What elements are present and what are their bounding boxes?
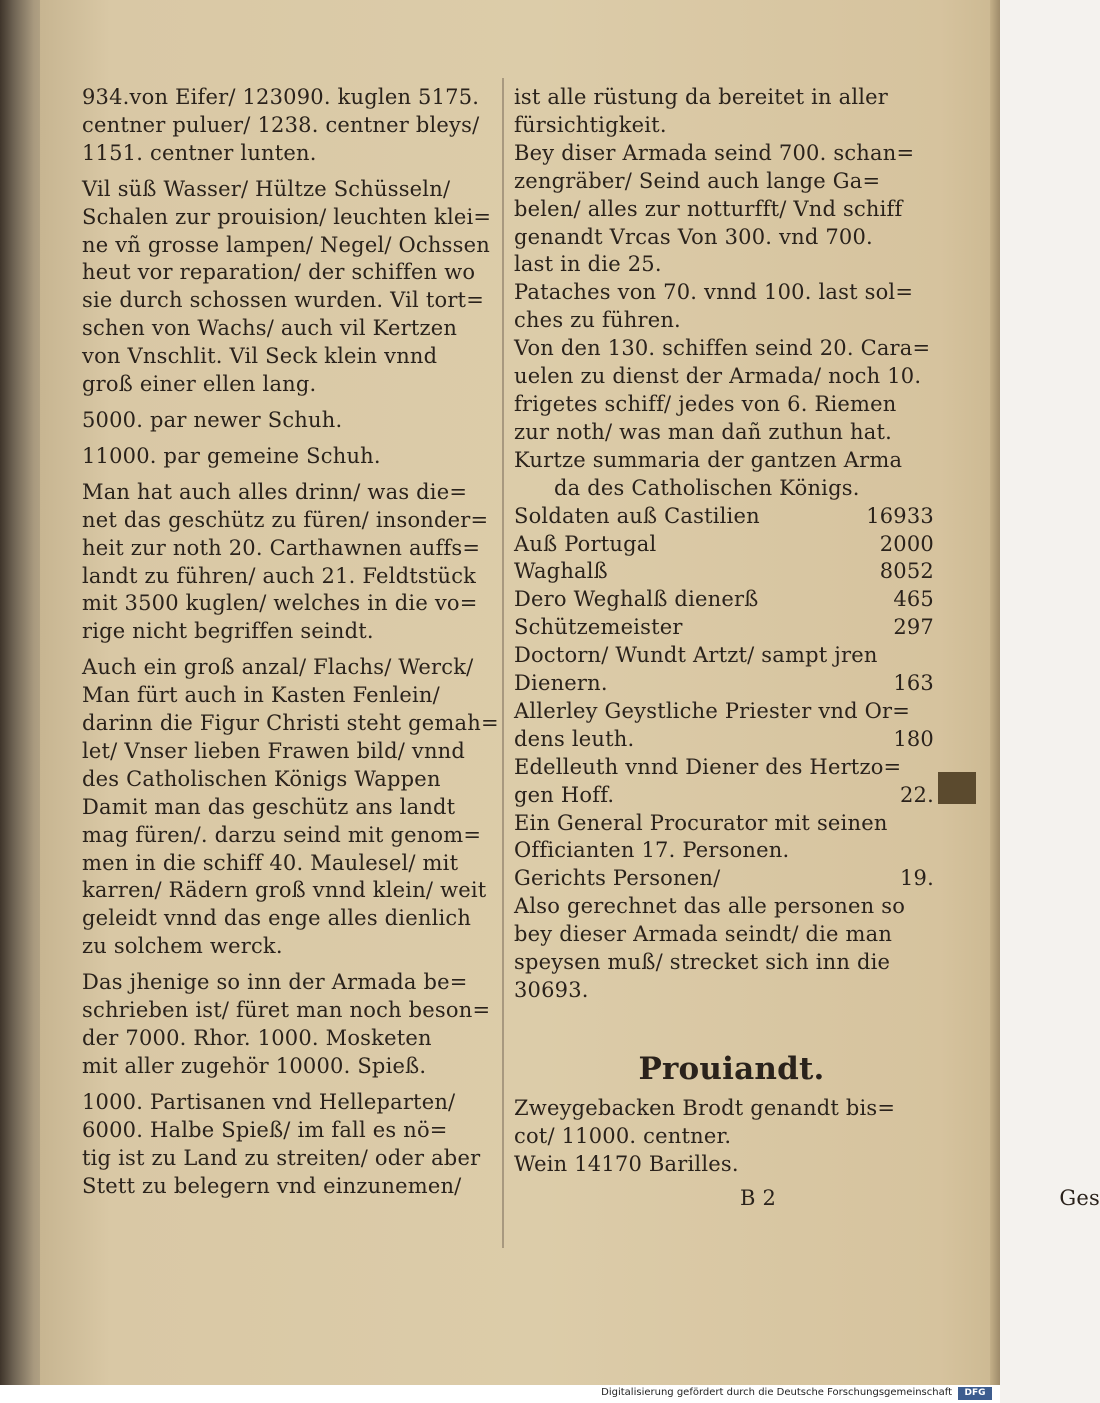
footer-credit: Digitalisierung gefördert durch die Deutsche Forschungsgemeinschaft [601, 1387, 952, 1398]
text-line: Damit man das geschütz ans landt [82, 794, 456, 819]
text-line: bey dieser Armada seindt/ die man [514, 922, 893, 947]
text-line: sie durch schossen wurden. Vil tort= [82, 288, 484, 313]
summary-label: Waghalß [514, 559, 608, 584]
text-line: Wein 14170 Barilles. [514, 1151, 739, 1176]
summary-row [514, 810, 934, 838]
text-line: Man fürt auch in Kasten Fenlein/ [82, 683, 440, 708]
right-column [514, 84, 1100, 1213]
summary-label: Auß Portugal [514, 531, 657, 556]
summary-label: Dienern. [514, 671, 608, 696]
text-line: 11000. par gemeine Schuh. [82, 443, 381, 468]
text-line: genandt Vrcas Von 300. vnd 700. [514, 224, 873, 249]
summary-row [514, 837, 934, 865]
summary-row [514, 531, 934, 559]
text-line: let/ Vnser lieben Frawen bild/ vnnd [82, 738, 466, 763]
text-line: centner puluer/ 1238. centner bleys/ [82, 112, 480, 137]
text-line: 934.von Eifer/ 123090. kuglen 5175. [82, 85, 480, 109]
text-line: Auch ein groß anzal/ Flachs/ Werck/ [82, 655, 474, 680]
summary-label: dens leuth. [514, 726, 635, 751]
text-line: Also gerechnet das alle personen so [514, 894, 906, 919]
text-line: ist alle rüstung da bereitet in aller [514, 85, 889, 109]
summary-label: Gerichts Personen/ [514, 866, 721, 891]
text-line: schrieben ist/ füret man noch beson= [82, 998, 491, 1023]
summary-row [514, 614, 934, 642]
text-line: Von den 130. schiffen seind 20. Cara= [514, 336, 931, 361]
text-line: zur noth/ was man dañ zuthun hat. [514, 419, 892, 444]
summary-value: 19. [900, 866, 934, 891]
text-line: 1151. centner lunten. [82, 140, 317, 165]
summary-table [514, 503, 949, 894]
summary-label: gen Hoff. [514, 782, 615, 807]
text-line: uelen zu dienst der Armada/ noch 10. [514, 364, 922, 389]
text-line: zengräber/ Seind auch lange Ga= [514, 168, 881, 193]
text-line: geleidt vnnd das enge alles dienlich [82, 906, 472, 931]
summary-value: 297 [893, 615, 934, 640]
text-line: schen von Wachs/ auch vil Kertzen [82, 316, 458, 341]
summary-row [514, 865, 934, 893]
text-line: da des Catholischen Königs. [554, 475, 860, 500]
text-line: 1000. Partisanen vnd Helleparten/ [82, 1089, 456, 1114]
text-line: 30693. [514, 978, 589, 1002]
summary-row [514, 670, 934, 698]
text-line: speysen muß/ strecket sich inn die [514, 950, 891, 975]
summary-label: Soldaten auß Castilien [514, 503, 760, 528]
text-line: frigetes schiff/ jedes von 6. Riemen [514, 391, 897, 416]
summary-row [514, 726, 934, 754]
summary-row [514, 754, 934, 782]
text-line: groß einer ellen lang. [82, 372, 317, 397]
text-line: Vil süß Wasser/ Hültze Schüsseln/ [82, 176, 451, 201]
summary-value: 163 [893, 671, 934, 696]
provisions-text [514, 1095, 949, 1179]
left-column [82, 84, 502, 1200]
summary-value: 8052 [879, 559, 934, 584]
summary-value: 16933 [866, 503, 934, 528]
total-text [514, 893, 949, 1005]
summary-value: 2000 [879, 531, 934, 556]
summary-row [514, 586, 934, 614]
section-heading: Prouiandt. [638, 1050, 825, 1087]
intro-text [514, 84, 949, 503]
text-line: landt zu führen/ auch 21. Feldtstück [82, 563, 477, 588]
text-line: ches zu führen. [514, 308, 681, 333]
summary-value: 465 [893, 587, 934, 612]
text-line: fürsichtigkeit. [514, 112, 667, 137]
summary-value: 22. [900, 782, 934, 807]
text-line: men in die schiff 40. Maulesel/ mit [82, 850, 459, 875]
text-line: ne vñ grosse lampen/ Negel/ Ochssen [82, 232, 490, 257]
column-divider [502, 78, 504, 1248]
page-edge [990, 0, 1000, 1385]
text-line: rige nicht begriffen seindt. [82, 619, 374, 644]
summary-label: Edelleuth vnnd Diener des Hertzo= [514, 754, 902, 779]
text-line: der 7000. Rhor. 1000. Mosketen [82, 1026, 432, 1050]
summary-label: Allerley Geystliche Priester vnd Or= [514, 698, 911, 723]
text-line: des Catholischen Königs Wappen [82, 766, 441, 791]
text-line: Pataches von 70. vnnd 100. last sol= [514, 280, 914, 305]
summary-label: Doctorn/ Wundt Artzt/ sampt jren [514, 643, 878, 668]
text-line: tig ist zu Land zu streiten/ oder aber [82, 1145, 481, 1170]
text-line: zu solchem werck. [82, 934, 283, 959]
summary-row [514, 558, 934, 586]
text-line: Schalen zur prouision/ leuchten klei= [82, 204, 492, 229]
text-line: mag füren/. darzu seind mit genom= [82, 822, 482, 847]
text-line: karren/ Rädern groß vnnd klein/ weit [82, 878, 487, 903]
text-line: Kurtze summaria der gantzen Arma [514, 447, 903, 472]
text-line: von Vnschlit. Vil Seck klein vnnd [82, 344, 438, 369]
text-line: cot/ 11000. centner. [514, 1123, 732, 1148]
catchword: Ges [1059, 1185, 1100, 1210]
text-line: darinn die Figur Christi steht gemah= [82, 711, 499, 736]
text-line: Man hat auch alles drinn/ was die= [82, 479, 468, 504]
summary-label: Ein General Procurator mit seinen [514, 810, 888, 835]
text-line: Bey diser Armada seind 700. schan= [514, 140, 915, 165]
text-line: Das jhenige so inn der Armada be= [82, 970, 468, 995]
text-line: belen/ alles zur notturfft/ Vnd schiff [514, 196, 903, 221]
text-line: last in die 25. [514, 252, 662, 277]
text-line: 5000. par newer Schuh. [82, 407, 343, 432]
signature-mark: B 2 [740, 1185, 777, 1210]
summary-label: Dero Weghalß dienerß [514, 587, 759, 612]
text-line: mit aller zugehör 10000. Spieß. [82, 1053, 427, 1078]
summary-row [514, 642, 934, 670]
summary-value: 180 [893, 726, 934, 751]
summary-row [514, 782, 934, 810]
text-line: heit zur noth 20. Carthawnen auffs= [82, 535, 481, 560]
dfg-logo: DFG [958, 1387, 992, 1400]
text-line: mit 3500 kuglen/ welches in die vo= [82, 591, 478, 616]
text-line: 6000. Halbe Spieß/ im fall es nö= [82, 1117, 448, 1142]
text-line: Stett zu belegern vnd einzunemen/ [82, 1173, 462, 1198]
text-line: Zweygebacken Brodt genandt bis= [514, 1095, 896, 1120]
summary-row [514, 503, 934, 531]
text-line: heut vor reparation/ der schiffen wo [82, 260, 476, 285]
summary-label: Officianten 17. Personen. [514, 838, 790, 863]
text-line: net das geschütz zu füren/ insonder= [82, 507, 489, 532]
page-footer-marks [740, 1185, 1100, 1213]
summary-row [514, 698, 934, 726]
summary-label: Schützemeister [514, 615, 683, 640]
